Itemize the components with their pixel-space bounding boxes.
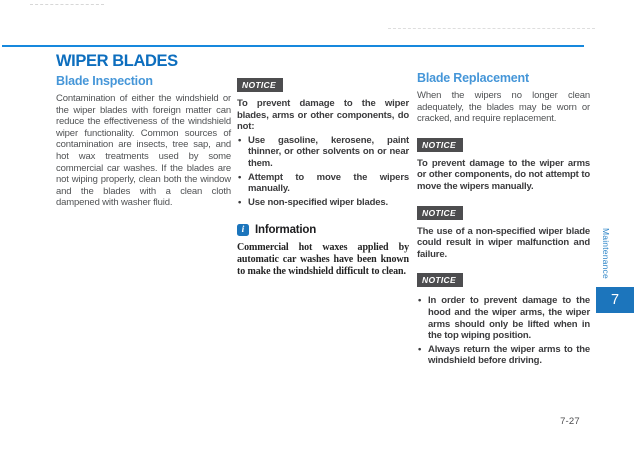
information-paragraph: Commercial hot waxes applied by automatic car washes have been known to make the windshield difficult to clean.	[237, 242, 409, 277]
chapter-tab: 7	[596, 287, 634, 313]
column-middle	[237, 75, 409, 278]
notice-intro: To prevent damage to the wiper blades, arms or other components, do not:	[237, 98, 409, 133]
notice-bullet: • Use non-specified wiper blades.	[237, 197, 409, 209]
notice-block	[417, 135, 590, 193]
scan-artifact-line	[388, 28, 595, 29]
column-left	[56, 52, 231, 209]
notice-badge: NOTICE	[417, 138, 463, 152]
chapter-tab-label: Maintenance	[601, 228, 611, 279]
notice-paragraph: The use of a non-specified wiper blade could result in wiper malfunction and failure.	[417, 225, 590, 260]
column-right	[417, 71, 590, 367]
blade-inspection-paragraph: Contamination of either the windshield or the wiper blades with foreign matter can reduce the effectiveness of the windshield wiper functionality. Common sources of contamination are insects, tree sap, and hot wax treatments used by some commercial car washes. If the blades are not wiping properly, clean both the window and the blades with a clean cloth dampened with washer fluid.	[56, 93, 231, 209]
notice-badge: NOTICE	[237, 78, 283, 92]
notice-badge: NOTICE	[417, 206, 463, 220]
notice-block	[417, 270, 590, 367]
page-title: WIPER BLADES	[56, 52, 178, 70]
notice-paragraph: To prevent damage to the wiper arms or other components, do not attempt to move the wipers manually.	[417, 157, 590, 192]
information-header	[237, 224, 409, 236]
header-rule	[2, 45, 584, 47]
scan-artifact-line	[30, 4, 104, 5]
notice-bullet-list	[417, 295, 590, 367]
notice-badge: NOTICE	[417, 273, 463, 287]
blade-replacement-paragraph: When the wipers no longer clean adequately, the blades may be worn or cracked, and require replacement.	[417, 90, 590, 125]
notice-bullet: • Always return the wiper arms to the windshield before driving.	[417, 344, 590, 367]
notice-bullet: • Use gasoline, kerosene, paint thinner, or other solvents on or near them.	[237, 135, 409, 170]
notice-block	[237, 75, 409, 208]
information-icon: i	[237, 224, 249, 236]
information-title: Information	[255, 224, 317, 237]
page-number: 7-27	[560, 416, 580, 427]
notice-bullet: • In order to prevent damage to the hood and the wiper arms, the wiper arms should only be lifted when in the top wiping position.	[417, 295, 590, 341]
information-block	[237, 224, 409, 277]
section-heading-blade-replacement: Blade Replacement	[417, 71, 529, 85]
notice-bullet: • Attempt to move the wipers manually.	[237, 172, 409, 195]
section-heading-blade-inspection: Blade Inspection	[56, 74, 153, 88]
notice-block	[417, 203, 590, 261]
notice-bullet-list	[237, 135, 409, 209]
